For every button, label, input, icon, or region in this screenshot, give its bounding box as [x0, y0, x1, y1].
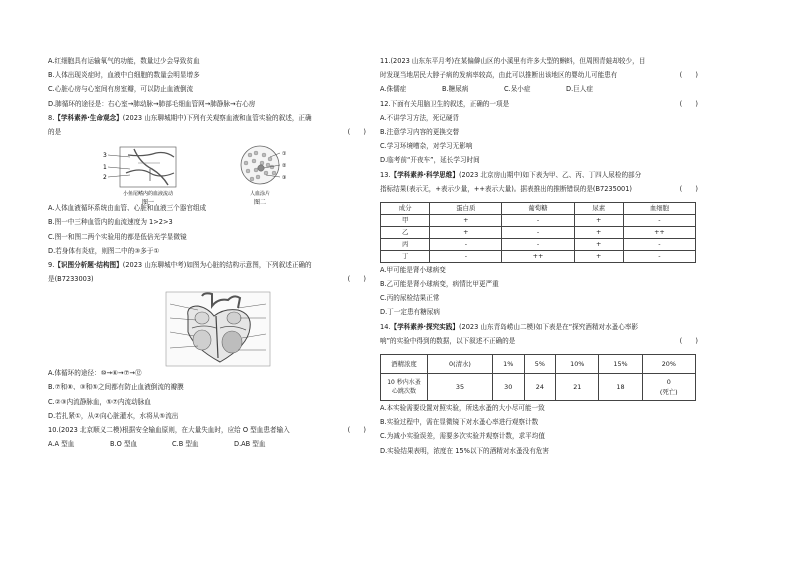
death-note: (死亡)	[659, 387, 678, 396]
table-cell: +	[574, 250, 623, 262]
table-header: 成分	[381, 202, 430, 214]
q13-stem-line2	[380, 186, 702, 200]
blood-smear-figure	[214, 143, 304, 205]
heart-diagram	[158, 290, 278, 368]
q8-option-c: C.图一和图二两个实验用的都是低倍光学显微镜	[48, 232, 187, 241]
table-cell: +	[574, 226, 623, 238]
q14-option-b: B.实验过程中，需在显微镜下对水蚤心率进行观察计数	[380, 418, 539, 427]
fig2-name: 图二	[253, 199, 267, 206]
q12-option-d: D.临考前“开夜车”，延长学习时间	[380, 156, 480, 165]
table-cell: 甲	[381, 214, 430, 226]
q13-tag: 【学科素养·科学思维】	[390, 170, 459, 179]
q9-option-d: D.若扎紧①，从②向心脏灌水，水将从⑤流出	[48, 411, 179, 420]
table-cell: 24	[524, 374, 556, 401]
q7-option-c: C.心脏心房与心室间有房室瓣，可以防止血液倒流	[48, 85, 194, 94]
table-cell: +	[574, 214, 623, 226]
table-cell: -	[430, 238, 502, 250]
q9-number: 9.	[48, 260, 55, 269]
table-row	[381, 250, 696, 262]
q8-number: 8.	[48, 113, 55, 122]
q12-option-b: B.注意学习内容的更换交替	[380, 127, 460, 136]
q8-option-b: B.图一中三种血管内的血流速度为 1>2>3	[48, 218, 173, 227]
table-cell: 乙	[381, 226, 430, 238]
table-cell: ++	[502, 250, 574, 262]
q12-answer-paren: ( )	[679, 99, 698, 108]
q9-heart-figure-wrap	[48, 290, 370, 370]
table-cell: -	[623, 214, 695, 226]
q10-stem	[48, 427, 370, 441]
q12-option-a: A.不讲学习方法，死记硬背	[380, 113, 460, 122]
table-cell: 5%	[524, 355, 556, 374]
table-cell: +	[430, 214, 502, 226]
q14-stem-text: (2023 山东青岛崂山二模)如下表是在“探究酒精对水蚤心率影	[458, 322, 639, 331]
q9-stem-text2: 是(B7233003)	[48, 275, 94, 284]
table-row	[381, 226, 696, 238]
table-cell	[381, 374, 428, 401]
fig1-name: 图一	[141, 199, 155, 206]
q11-option-a: A.侏儒症	[380, 85, 407, 94]
row-label-line2: 心跳次数	[391, 387, 416, 395]
fig-label-3: 3	[103, 152, 107, 160]
fig1-caption: 小鱼尾鳍内的血液流动	[122, 191, 174, 198]
q11-stem-text2: 时发现当地居民大脖子病的发病率较高，由此可以推断出该地区的婴幼儿可能患有	[380, 71, 618, 80]
q13-answer-paren: ( )	[679, 184, 698, 193]
table-cell: ++	[623, 226, 695, 238]
q14-stem-text2: 响”的实验中得到的数据，以下叙述不正确的是	[380, 336, 516, 345]
q13-option-d: D.丁一定患有糖尿病	[380, 308, 440, 317]
table-header: 葡萄糖	[502, 202, 574, 214]
urine-test-table	[380, 202, 696, 263]
q8-answer-paren: ( )	[347, 127, 366, 136]
q11-option-b: B.糖尿病	[442, 85, 469, 94]
q8-tag: 【学科素养·生命观念】	[54, 113, 123, 122]
fish-tail-figure	[90, 143, 200, 205]
table-cell: 20%	[642, 355, 695, 374]
q9-answer-paren: ( )	[347, 275, 366, 284]
q14-option-a: A.本实验需要设置对照实验，所选水蚤的大小尽可能一致	[380, 404, 545, 412]
q8-stem-text: (2023 山东聊城期中)下列有关观察血液和血管实验的叙述，正确	[122, 113, 312, 122]
q11-options	[380, 86, 702, 100]
table-row	[381, 355, 696, 374]
q13-stem-text2: 指标结果(表示无，+表示少量，++表示大量)。据表推出的推断错误的是(B7235001)	[380, 184, 632, 193]
table-cell: 1%	[492, 355, 524, 374]
table-header-row	[381, 202, 696, 214]
table-cell: 35	[428, 374, 493, 401]
svg-text:③: ③	[282, 175, 287, 182]
q14-answer-paren: ( )	[679, 336, 698, 345]
table-cell: +	[574, 238, 623, 250]
q14-number: 14.	[380, 322, 391, 331]
q12-stem-text: 12.下面有关用脑卫生的叙述，正确的一项是	[380, 99, 510, 108]
q8-option-d: D.若身体有炎症，则图二中的③多于①	[48, 246, 160, 255]
row-label-line1: 10 秒内水蚤	[387, 378, 421, 386]
q7-option-a: A.红细胞具有运输氧气的功能，数量过少会导致贫血	[48, 57, 200, 65]
q12-stem	[380, 101, 702, 115]
q13-stem-text: (2023 北京房山期中)如下表为甲、乙、丙、丁四人尿检的部分	[458, 170, 642, 179]
table-cell: 18	[599, 374, 642, 401]
q10-answer-paren: ( )	[347, 426, 366, 434]
table-row	[381, 374, 696, 401]
table-header: 血细胞	[623, 202, 695, 214]
table-cell	[642, 374, 695, 401]
table-cell: +	[430, 226, 502, 238]
table-row	[381, 214, 696, 226]
table-cell: 10%	[556, 355, 599, 374]
svg-text:①: ①	[282, 151, 287, 158]
table-cell: -	[430, 250, 502, 262]
q8-stem	[48, 115, 370, 129]
table-cell: 丁	[381, 250, 430, 262]
table-header: 蛋白质	[430, 202, 502, 214]
water-flea-table	[380, 354, 696, 401]
q11-stem-line2	[380, 72, 702, 86]
value-zero: 0	[666, 378, 671, 387]
table-cell: -	[502, 214, 574, 226]
q13-option-c: C.丙的尿检结果正常	[380, 294, 440, 303]
q9-tag: 【识图分析题·结构图】	[54, 260, 123, 269]
q13-stem	[380, 172, 702, 186]
q10-options	[48, 441, 370, 455]
table-cell: -	[623, 238, 695, 250]
q9-option-b: B.⑦和⑧、③和⑤之间都有防止血液倒流的瓣膜	[48, 383, 184, 392]
q8-stem-text2: 的是	[48, 127, 62, 136]
q10-stem-text: 10.(2023 北京顺义二模)根据安全输血原则，在大量失血时，应给 O 型血患者输入	[48, 426, 290, 434]
q12-option-c: C.学习环境嘈杂，对学习无影响	[380, 142, 473, 151]
q11-answer-paren: ( )	[679, 71, 698, 80]
right-column	[380, 58, 702, 462]
q10-option-a: A.A 型血	[48, 440, 75, 449]
q14-stem	[380, 324, 702, 338]
table-header: 尿素	[574, 202, 623, 214]
q9-option-c: C.②③内流静脉血，⑤⑦内流动脉血	[48, 397, 151, 406]
q9-stem	[48, 262, 370, 276]
q14-option-d: D.实验结果表明，浓度在 15%以下的酒精对水蚤没有危害	[380, 446, 549, 455]
q10-option-b: B.O 型血	[110, 440, 138, 449]
fig2-caption: 人血涂片	[249, 191, 271, 198]
q11-stem: 11.(2023 山东东平月考)在某偏僻山区的小溪里有许多大型的蝌蚪，但周围青蛙却较少，目	[380, 57, 646, 65]
fig-label-1: 1	[103, 164, 107, 172]
table-cell: 15%	[599, 355, 642, 374]
q9-option-a: A.体循环的途径：⑩→⑥→⑦→⑫	[48, 369, 142, 378]
q14-stem-line2	[380, 338, 702, 352]
q8-option-a: A.人体血液循环系统由血管、心脏和血液三个器官组成	[48, 204, 207, 213]
q7-option-d: D.肺循环的途径是：右心室→肺动脉→肺部毛细血管网→肺静脉→右心房	[48, 99, 256, 108]
table-cell: 30	[492, 374, 524, 401]
fig-label-2: 2	[103, 174, 107, 182]
q8-figures	[48, 143, 370, 205]
q9-stem-text: (2023 山东聊城中考)如图为心脏的结构示意图，下列叙述正确的	[122, 260, 312, 269]
q11-option-c: C.呆小症	[504, 85, 531, 94]
q9-stem-line2	[48, 276, 370, 290]
table-cell: 酒精浓度	[381, 355, 428, 374]
table-cell: 丙	[381, 238, 430, 250]
q13-option-a: A.甲可能是肾小球病变	[380, 265, 446, 274]
table-cell: 21	[556, 374, 599, 401]
svg-text:②: ②	[282, 163, 287, 170]
table-cell: 0(清水)	[428, 355, 493, 374]
q11-option-d: D.巨人症	[566, 85, 593, 94]
table-cell: -	[623, 250, 695, 262]
table-cell: -	[502, 238, 574, 250]
q13-option-b: B.乙可能是肾小球病变，病情比甲更严重	[380, 280, 499, 289]
q10-option-d: D.AB 型血	[234, 440, 266, 449]
q14-tag: 【学科素养·探究实践】	[390, 322, 459, 331]
q8-stem-line2	[48, 129, 370, 143]
table-cell: -	[502, 226, 574, 238]
table-row	[381, 238, 696, 250]
q7-option-b: B.人体出现炎症时，血液中白细胞的数量会明显增多	[48, 71, 200, 80]
q10-option-c: C.B 型血	[172, 440, 199, 449]
left-column	[48, 58, 370, 455]
q13-number: 13.	[380, 170, 391, 179]
q14-option-c: C.为减小实验误差，需要多次实验并观察计数，求平均值	[380, 432, 545, 441]
